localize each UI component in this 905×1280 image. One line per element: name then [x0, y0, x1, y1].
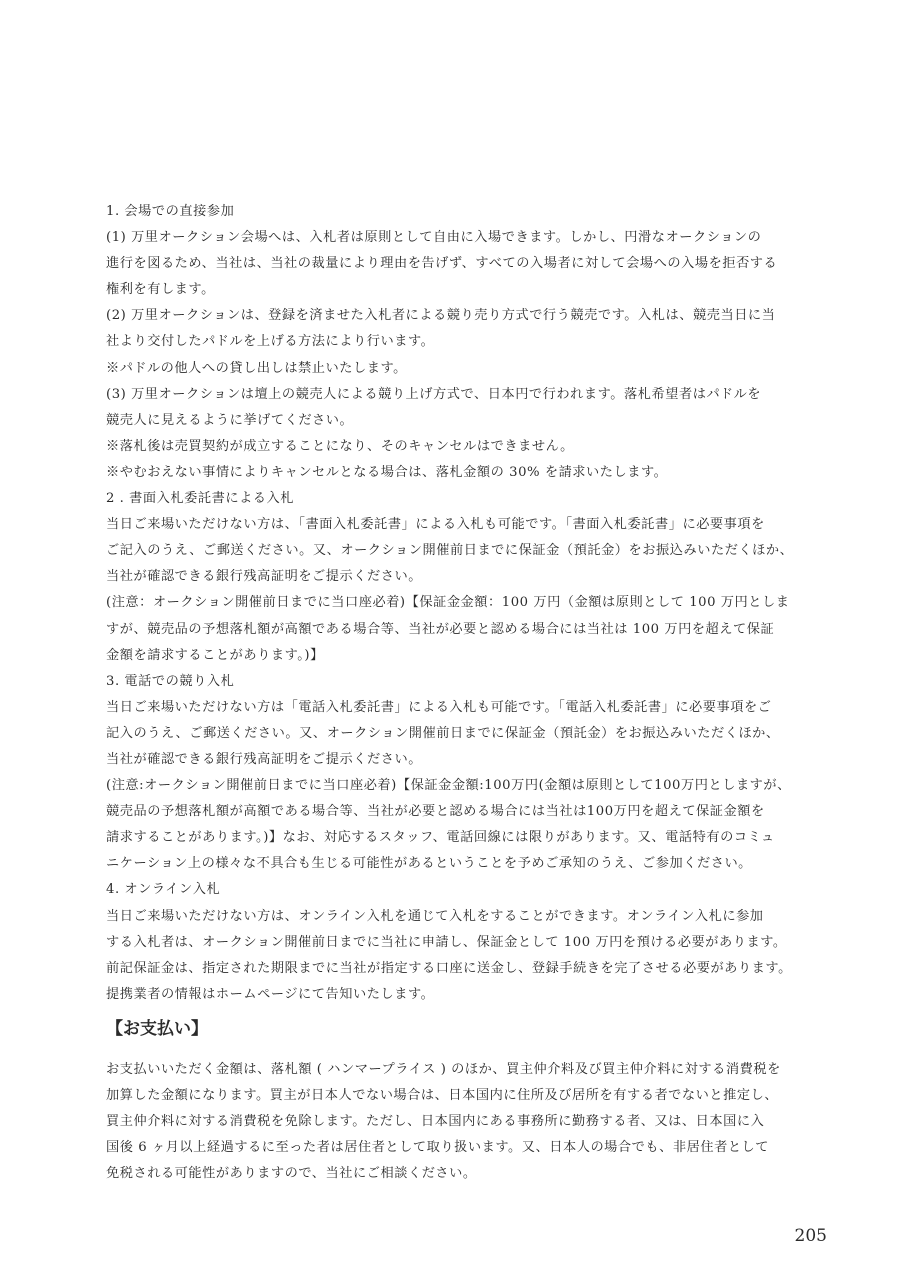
payment-section	[106, 1057, 826, 1187]
body-line: 競売人に見えるように挙げてください。	[106, 412, 354, 428]
body-line: ※やむおえない事情によりキャンセルとなる場合は、落札金額の 30% を請求いたします。	[106, 464, 668, 480]
body-line: 進行を図るため、当社は、当社の裁量により理由を告げず、すべての入場者に対して会場への入場を拒否する	[106, 256, 778, 272]
body-line: (1) 万里オークション会場へは、入札者は原則として自由に入場できます。しかし、円滑なオークションの	[106, 230, 762, 246]
body-line: 買主仲介料に対する消費税を免除します。ただし、日本国内にある事務所に勤務する者、又は、日本国に入	[106, 1114, 765, 1130]
body-line: 記入のうえ、ご郵送ください。又、オークション開催前日までに保証金（預託金）をお振込みいただくほか、	[106, 725, 780, 741]
body-line: 当社が確認できる銀行残高証明をご提示ください。	[106, 569, 422, 585]
body-line: 1. 会場での直接参加	[106, 204, 235, 219]
body-line: ※落札後は売買契約が成立することになり、そのキャンセルはできません。	[106, 438, 574, 454]
body-line: 競売品の予想落札額が高額である場合等、当社が必要と認める場合には当社は100万円を超えて保証金額を	[106, 804, 765, 820]
payment-heading: 【お支払い】	[106, 1019, 208, 1039]
body-line: 当社が確認できる銀行残高証明をご提示ください。	[106, 751, 422, 767]
body-line: (注意:オークション開催前日までに当口座必着)【保証金金額:100万円(金額は原則として100万円としますが、	[106, 778, 791, 794]
body-line: 4. オンライン入札	[106, 882, 221, 898]
body-line: する入札者は、オークション開催前日までに当社に申請し、保証金として 100 万円を預ける必要があります。	[106, 934, 787, 950]
body-line: ※パドルの他人への貸し出しは禁止いたします。	[106, 360, 407, 376]
body-line: 当日ご来場いただけない方は、オンライン入札を通じて入札をすることができます。オンライン入札に参加	[106, 908, 764, 924]
body-line: ニケーション上の様々な不具合も生じる可能性があるということを予めご承知のうえ、ご参加ください。	[106, 856, 752, 872]
body-line: (3) 万里オークションは壇上の競売人による競り上げ方式で、日本円で行われます。落札希望者はパドルを	[106, 386, 762, 402]
body-line: 社より交付したパドルを上げる方法により行います。	[106, 334, 435, 350]
body-line: 2 . 書面入札委託書による入札	[106, 491, 295, 507]
body-line: 金額を請求することがあります。)】	[106, 647, 324, 663]
body-line: 提携業者の情報はホームページにて告知いたします。	[106, 986, 435, 1002]
body-line: 権利を有します。	[106, 282, 215, 298]
body-line: ご記入のうえ、ご郵送ください。又、オークション開催前日までに保証金（預託金）をお振込みいただくほか、	[106, 543, 794, 559]
participation-section	[106, 199, 826, 1008]
page-number: 205	[794, 1226, 827, 1246]
body-line: (2) 万里オークションは、登録を済ませた入札者による競り売り方式で行う競売です。入札は、競売当日に当	[106, 308, 776, 324]
body-line: すが、競売品の予想落札額が高額である場合等、当社が必要と認める場合には当社は 100 万円を超えて保証	[106, 621, 775, 637]
body-line: 加算した金額になります。買主が日本人でない場合は、日本国内に住所及び居所を有する者でないと推定し、	[106, 1088, 779, 1104]
body-line: 当日ご来場いただけない方は、「書面入札委託書」による入札も可能です。「書面入札委託書」に必要事項を	[106, 517, 765, 533]
body-line: 当日ご来場いただけない方は「電話入札委託書」による入札も可能です。「電話入札委託書」に必要事項をご	[106, 699, 772, 715]
body-line: 前記保証金は、指定された期限までに当社が指定する口座に送金し、登録手続きを完了させる必要があります。	[106, 960, 792, 976]
body-line: お支払いいただく金額は、落札額 ( ハンマープライス ) のほか、買主仲介料及び買主仲介料に対する消費税を	[106, 1062, 781, 1077]
body-line: (注意：オークション開催前日までに当口座必着)【保証金金額：100 万円（金額は原則として 100 万円としま	[106, 595, 790, 611]
body-line: 免税される可能性がありますので、当社にご相談ください。	[106, 1166, 477, 1182]
body-line: 国後 6 ヶ月以上経過するに至った者は居住者として取り扱います。又、日本人の場合でも、非居住者として	[106, 1140, 770, 1156]
body-line: 請求することがあります。)】なお、対応するスタッフ、電話回線には限りがあります。又、電話特有のコミュ	[106, 830, 775, 846]
body-line: 3. 電話での競り入札	[106, 673, 235, 689]
